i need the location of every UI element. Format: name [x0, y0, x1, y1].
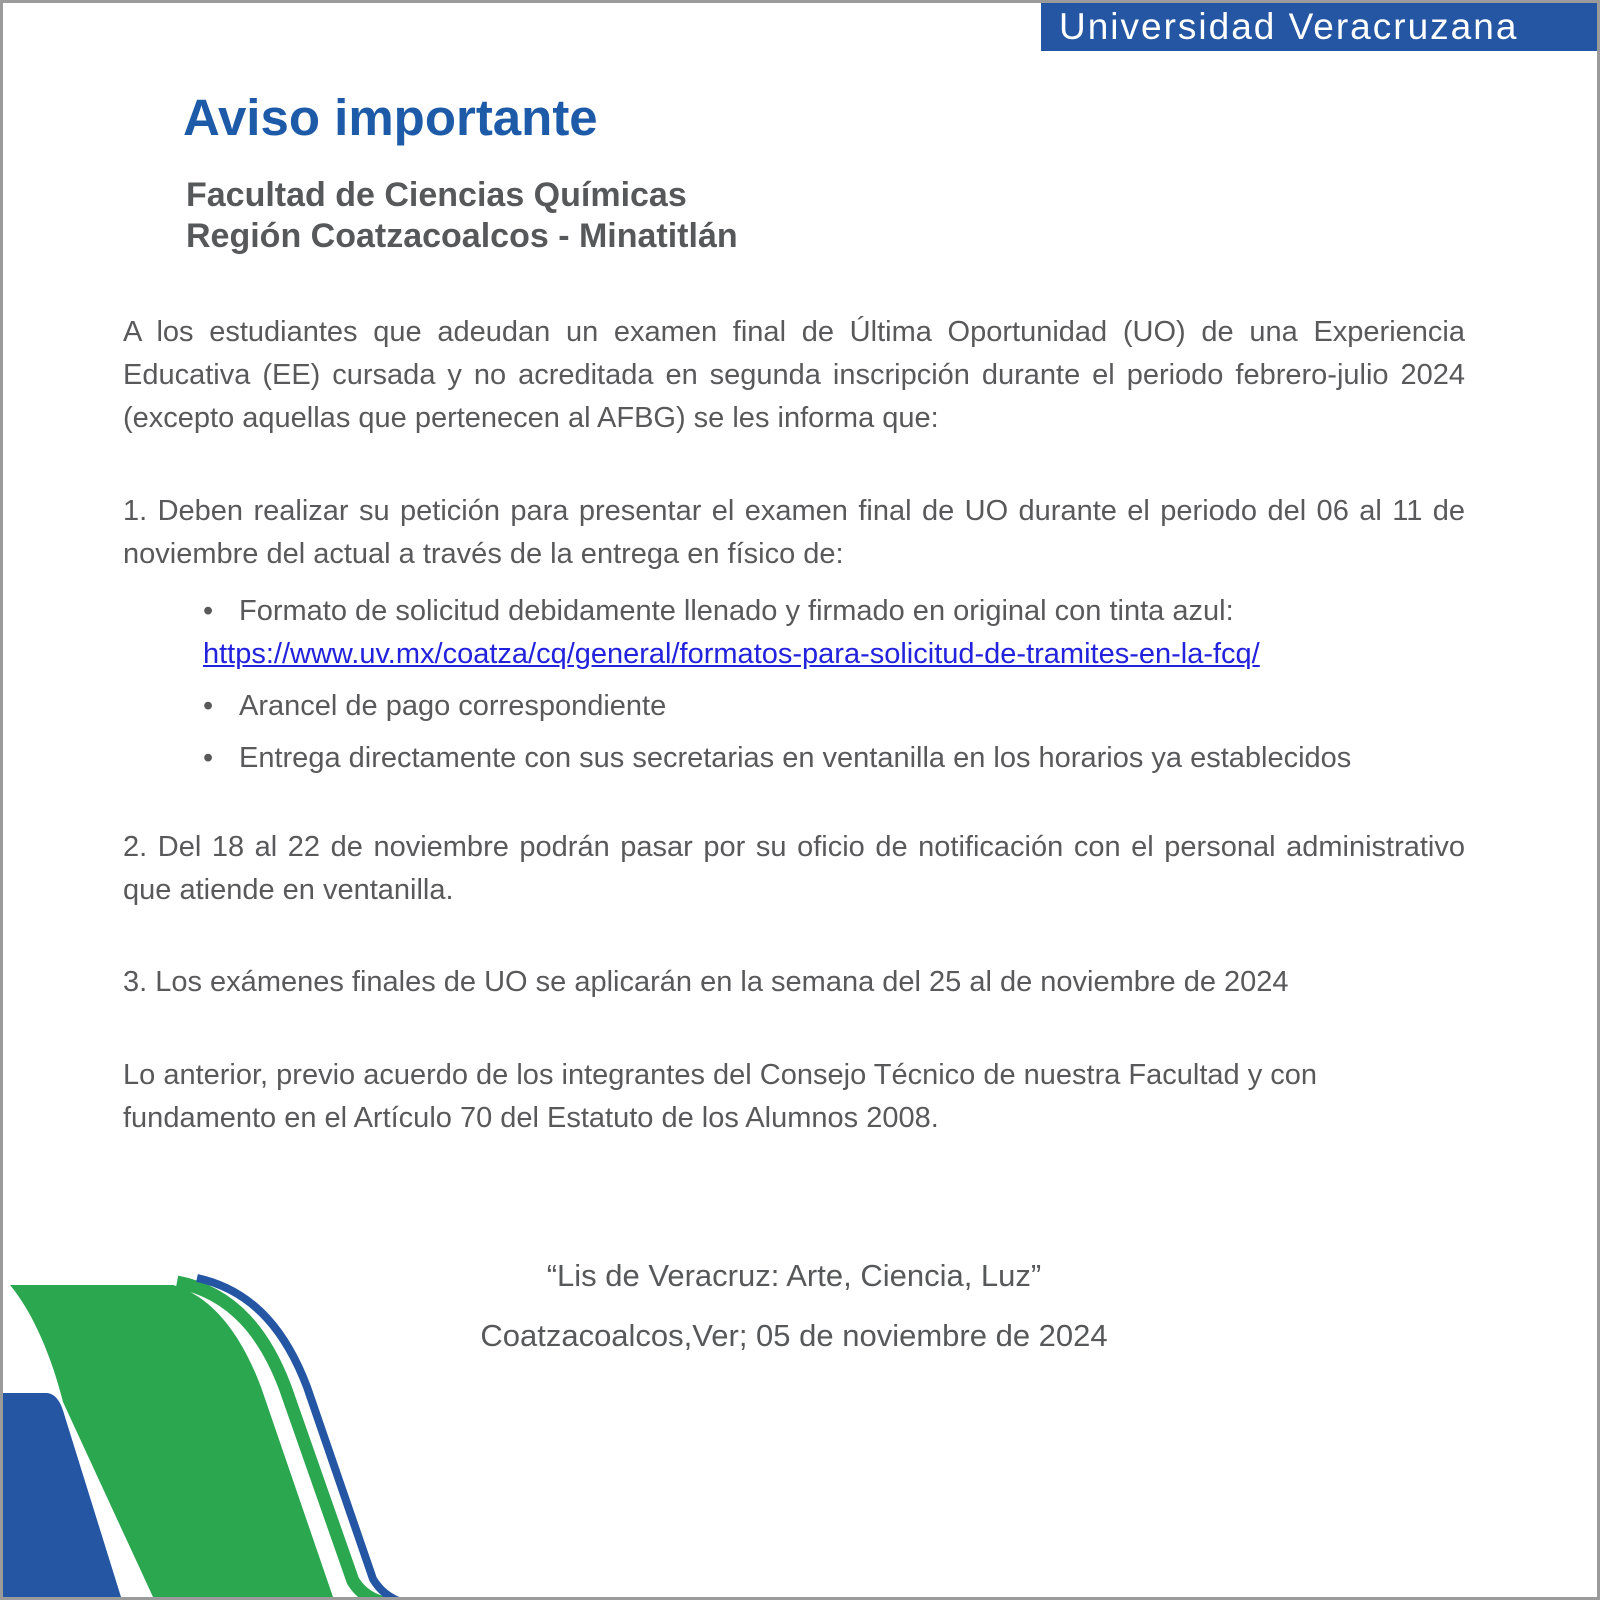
list-item-format-text: Formato de solicitud debidamente llenado y firmado en original con tinta azul: — [239, 595, 1234, 628]
university-banner-text: Universidad Veracruzana — [1059, 6, 1519, 47]
footer — [123, 1256, 1465, 1357]
region-name: Región Coatzacoalcos - Minatitlán — [186, 217, 738, 256]
faculty-subtitle — [186, 175, 1597, 258]
motto-quote: “Lis de Veracruz: Arte, Ciencia, Luz” — [546, 1258, 1042, 1294]
item-2-paragraph: 2. Del 18 al 22 de noviembre podrán pasar por su oficio de notificación con el personal administrativo que atiende en ventanilla. — [123, 830, 1465, 906]
formats-link[interactable]: https://www.uv.mx/coatza/cq/general/formatos-para-solicitud-de-tramites-en-la-fcq/ — [203, 637, 1260, 670]
page-title: Aviso importante — [183, 89, 598, 146]
list-item-format — [203, 590, 1465, 676]
list-item-fee — [203, 685, 1465, 728]
list-item-fee-text: Arancel de pago correspondiente — [239, 689, 667, 722]
list-item-delivery-text: Entrega directamente con sus secretarias en ventanilla en los horarios ya establecidos — [239, 741, 1352, 774]
dateline: Coatzacoalcos,Ver; 05 de noviembre de 2024 — [480, 1318, 1108, 1354]
university-banner — [1041, 3, 1597, 51]
intro-paragraph: A los estudiantes que adeudan un examen final de Última Oportunidad (UO) de una Experiencia Educativa (EE) cursada y no acreditada en segunda inscripción durante el periodo febrero-julio 2024 (excepto aquellas que pertenecen al AFBG) se les informa que: — [123, 316, 1465, 435]
requirements-list — [203, 590, 1465, 780]
swoosh-blue-corner — [3, 1393, 121, 1597]
item-3-paragraph: 3. Los exámenes finales de UO se aplicarán en la semana del 25 al de noviembre de 2024 — [123, 966, 1289, 999]
item-1-paragraph: 1. Deben realizar su petición para presentar el examen final de UO durante el periodo del 06 al 11 de noviembre del actual a través de la entrega en físico de: — [123, 495, 1465, 571]
list-item-delivery — [203, 737, 1465, 780]
faculty-name: Facultad de Ciencias Químicas — [186, 175, 687, 214]
closing-paragraph: Lo anterior, previo acuerdo de los integrantes del Consejo Técnico de nuestra Facultad y con fundamento en el Artículo 70 del Estatuto de los Alumnos 2008. — [123, 1059, 1318, 1135]
notice-body — [3, 311, 1597, 1356]
